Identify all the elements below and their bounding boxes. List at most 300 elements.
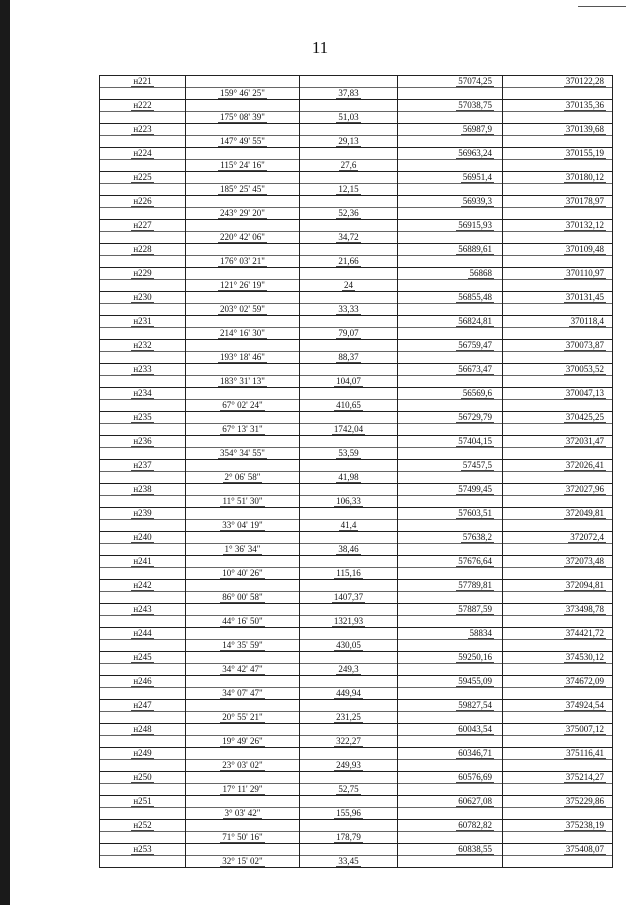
y-coordinate-cell	[503, 400, 613, 412]
y-coordinate-cell	[503, 268, 613, 280]
y-coordinate: 374924,54	[565, 699, 604, 710]
x-coordinate-cell	[398, 124, 503, 136]
y-coordinate-cell	[503, 844, 613, 856]
point-name-cell	[100, 232, 186, 244]
direction-angle-cell	[186, 112, 300, 124]
y-coordinate: 370132,12	[565, 219, 604, 230]
point-row	[100, 820, 613, 832]
angle-cell-cell	[186, 76, 300, 88]
x-coordinate: 57074,25	[458, 75, 492, 86]
direction-angle: 32° 15' 02"	[222, 855, 263, 866]
y-coordinate-cell	[503, 712, 613, 724]
x-coordinate-cell	[398, 796, 503, 808]
y-coordinate-cell	[503, 640, 613, 652]
segment-row	[100, 808, 613, 820]
direction-angle: 19° 49' 26"	[222, 735, 263, 746]
point-name: н223	[133, 123, 152, 134]
direction-angle: 214° 16' 30"	[220, 327, 265, 338]
point-name-cell	[100, 724, 186, 736]
point-name-cell	[100, 340, 186, 352]
direction-angle: 183° 31' 13"	[220, 375, 265, 386]
point-row	[100, 220, 613, 232]
segment-length: 12,15	[338, 183, 359, 194]
point-name-cell	[100, 652, 186, 664]
direction-angle: 176° 03' 21"	[220, 255, 265, 266]
y-coordinate-cell	[503, 736, 613, 748]
direction-angle-cell	[186, 544, 300, 556]
angle-cell-cell	[186, 388, 300, 400]
segment-length-cell	[300, 568, 398, 580]
x-coordinate-cell	[398, 772, 503, 784]
point-row	[100, 196, 613, 208]
y-coordinate-cell	[503, 244, 613, 256]
x-coordinate-cell	[398, 328, 503, 340]
distance-cell-cell	[300, 652, 398, 664]
point-row	[100, 580, 613, 592]
segment-length-cell	[300, 616, 398, 628]
x-coordinate: 57638,2	[462, 531, 492, 542]
direction-angle: 86° 00' 58"	[222, 591, 263, 602]
x-coordinate-cell	[398, 424, 503, 436]
segment-length-cell	[300, 376, 398, 388]
direction-angle: 193° 18' 46"	[220, 351, 265, 362]
y-coordinate-cell	[503, 220, 613, 232]
x-coordinate-cell	[398, 616, 503, 628]
distance-cell-cell	[300, 388, 398, 400]
direction-angle-cell	[186, 832, 300, 844]
segment-row	[100, 640, 613, 652]
x-coordinate: 56939,3	[462, 195, 492, 206]
point-row	[100, 412, 613, 424]
segment-row	[100, 232, 613, 244]
x-coordinate-cell	[398, 208, 503, 220]
point-name-cell	[100, 460, 186, 472]
segment-length-cell	[300, 160, 398, 172]
angle-cell-cell	[186, 268, 300, 280]
x-coordinate-cell	[398, 400, 503, 412]
point-name: н235	[133, 411, 152, 422]
segment-row	[100, 568, 613, 580]
point-name: н250	[133, 771, 152, 782]
point-name-cell	[100, 616, 186, 628]
y-coordinate: 375116,41	[566, 747, 604, 758]
point-name-cell	[100, 484, 186, 496]
segment-length: 322,27	[336, 735, 361, 746]
direction-angle: 44° 16' 50"	[222, 615, 263, 626]
point-name-cell	[100, 496, 186, 508]
point-name-cell	[100, 112, 186, 124]
y-coordinate-cell	[503, 364, 613, 376]
direction-angle: 71° 50' 16"	[222, 831, 263, 842]
segment-length: 1742,04	[333, 423, 364, 434]
angle-cell-cell	[186, 652, 300, 664]
segment-row	[100, 664, 613, 676]
distance-cell-cell	[300, 844, 398, 856]
direction-angle: 121° 26' 19"	[220, 279, 265, 290]
point-name: н236	[133, 435, 152, 446]
point-name-cell	[100, 352, 186, 364]
point-name: н228	[133, 243, 152, 254]
segment-length: 1407,37	[333, 591, 364, 602]
point-name: н227	[133, 219, 152, 230]
y-coordinate-cell	[503, 76, 613, 88]
distance-cell-cell	[300, 556, 398, 568]
segment-row	[100, 160, 613, 172]
angle-cell-cell	[186, 220, 300, 232]
x-coordinate-cell	[398, 652, 503, 664]
segment-length: 51,03	[338, 111, 359, 122]
direction-angle: 17° 11' 29"	[222, 783, 263, 794]
y-coordinate-cell	[503, 796, 613, 808]
angle-cell-cell	[186, 724, 300, 736]
direction-angle: 175° 08' 39"	[220, 111, 265, 122]
direction-angle: 3° 03' 42"	[224, 807, 261, 818]
direction-angle-cell	[186, 664, 300, 676]
x-coordinate-cell	[398, 556, 503, 568]
y-coordinate: 372073,48	[565, 555, 604, 566]
point-row	[100, 484, 613, 496]
x-coordinate: 60838,55	[458, 843, 492, 854]
x-coordinate: 57457,5	[462, 459, 492, 470]
y-coordinate: 370110,97	[566, 267, 604, 278]
y-coordinate-cell	[503, 784, 613, 796]
x-coordinate-cell	[398, 700, 503, 712]
point-name-cell	[100, 640, 186, 652]
point-name-cell	[100, 220, 186, 232]
direction-angle: 33° 04' 19"	[222, 519, 263, 530]
point-name-cell	[100, 280, 186, 292]
direction-angle-cell	[186, 400, 300, 412]
x-coordinate: 59827,54	[458, 699, 492, 710]
direction-angle-cell	[186, 352, 300, 364]
segment-length-cell	[300, 472, 398, 484]
x-coordinate: 57038,75	[458, 99, 492, 110]
y-coordinate-cell	[503, 340, 613, 352]
segment-length: 27,6	[340, 159, 357, 170]
direction-angle-cell	[186, 688, 300, 700]
y-coordinate-cell	[503, 604, 613, 616]
angle-cell-cell	[186, 484, 300, 496]
x-coordinate-cell	[398, 496, 503, 508]
segment-length: 231,25	[336, 711, 361, 722]
segment-length: 115,16	[336, 567, 361, 578]
y-coordinate: 370073,87	[565, 339, 604, 350]
distance-cell-cell	[300, 340, 398, 352]
y-coordinate-cell	[503, 688, 613, 700]
segment-row	[100, 184, 613, 196]
direction-angle-cell	[186, 784, 300, 796]
point-name-cell	[100, 184, 186, 196]
point-name-cell	[100, 748, 186, 760]
point-row	[100, 796, 613, 808]
point-row	[100, 364, 613, 376]
y-coordinate-cell	[503, 676, 613, 688]
point-name: н233	[133, 363, 152, 374]
x-coordinate-cell	[398, 784, 503, 796]
y-coordinate: 370139,68	[565, 123, 604, 134]
segment-row	[100, 544, 613, 556]
point-name-cell	[100, 160, 186, 172]
x-coordinate-cell	[398, 148, 503, 160]
x-coordinate-cell	[398, 592, 503, 604]
direction-angle-cell	[186, 424, 300, 436]
point-name-cell	[100, 700, 186, 712]
x-coordinate: 58834	[469, 627, 492, 638]
point-name-cell	[100, 796, 186, 808]
angle-cell-cell	[186, 316, 300, 328]
angle-cell-cell	[186, 508, 300, 520]
direction-angle: 243° 29' 20"	[220, 207, 265, 218]
distance-cell-cell	[300, 484, 398, 496]
segment-length-cell	[300, 280, 398, 292]
segment-length: 88,37	[338, 351, 359, 362]
y-coordinate-cell	[503, 388, 613, 400]
point-name-cell	[100, 88, 186, 100]
distance-cell-cell	[300, 532, 398, 544]
point-row	[100, 388, 613, 400]
point-name-cell	[100, 172, 186, 184]
y-coordinate-cell	[503, 652, 613, 664]
segment-length-cell	[300, 808, 398, 820]
direction-angle: 67° 13' 31"	[222, 423, 263, 434]
direction-angle-cell	[186, 856, 300, 868]
segment-row	[100, 304, 613, 316]
point-name-cell	[100, 376, 186, 388]
point-row	[100, 100, 613, 112]
x-coordinate: 57887,59	[458, 603, 492, 614]
y-coordinate-cell	[503, 748, 613, 760]
distance-cell-cell	[300, 604, 398, 616]
y-coordinate-cell	[503, 88, 613, 100]
segment-length-cell	[300, 328, 398, 340]
segment-length-cell	[300, 496, 398, 508]
x-coordinate-cell	[398, 364, 503, 376]
x-coordinate: 57499,45	[458, 483, 492, 494]
y-coordinate-cell	[503, 316, 613, 328]
angle-cell-cell	[186, 580, 300, 592]
angle-cell-cell	[186, 196, 300, 208]
point-row	[100, 676, 613, 688]
y-coordinate-cell	[503, 616, 613, 628]
x-coordinate-cell	[398, 628, 503, 640]
distance-cell-cell	[300, 700, 398, 712]
angle-cell-cell	[186, 124, 300, 136]
distance-cell-cell	[300, 172, 398, 184]
segment-row	[100, 424, 613, 436]
segment-row	[100, 112, 613, 124]
x-coordinate-cell	[398, 664, 503, 676]
point-name-cell	[100, 784, 186, 796]
segment-row	[100, 280, 613, 292]
angle-cell-cell	[186, 244, 300, 256]
y-coordinate-cell	[503, 292, 613, 304]
y-coordinate-cell	[503, 568, 613, 580]
y-coordinate-cell	[503, 196, 613, 208]
x-coordinate-cell	[398, 736, 503, 748]
point-name-cell	[100, 544, 186, 556]
x-coordinate: 56824,81	[458, 315, 492, 326]
y-coordinate-cell	[503, 424, 613, 436]
y-coordinate-cell	[503, 772, 613, 784]
segment-row	[100, 400, 613, 412]
x-coordinate-cell	[398, 712, 503, 724]
point-name-cell	[100, 292, 186, 304]
point-name: н253	[133, 843, 152, 854]
y-coordinate-cell	[503, 376, 613, 388]
x-coordinate: 56855,48	[458, 291, 492, 302]
segment-length: 53,59	[338, 447, 359, 458]
x-coordinate: 60346,71	[458, 747, 492, 758]
point-name-cell	[100, 136, 186, 148]
segment-length-cell	[300, 256, 398, 268]
x-coordinate-cell	[398, 688, 503, 700]
y-coordinate: 372027,96	[565, 483, 604, 494]
y-coordinate-cell	[503, 100, 613, 112]
point-name: н245	[133, 651, 152, 662]
direction-angle-cell	[186, 592, 300, 604]
direction-angle-cell	[186, 448, 300, 460]
segment-row	[100, 520, 613, 532]
y-coordinate-cell	[503, 832, 613, 844]
x-coordinate-cell	[398, 304, 503, 316]
segment-row	[100, 208, 613, 220]
point-name-cell	[100, 772, 186, 784]
segment-length: 410,65	[336, 399, 361, 410]
x-coordinate-cell	[398, 112, 503, 124]
x-coordinate: 57789,81	[458, 579, 492, 590]
point-row	[100, 124, 613, 136]
direction-angle-cell	[186, 496, 300, 508]
point-name-cell	[100, 268, 186, 280]
point-name: н238	[133, 483, 152, 494]
x-coordinate-cell	[398, 280, 503, 292]
x-coordinate: 60043,54	[458, 723, 492, 734]
segment-length: 38,46	[338, 543, 359, 554]
point-row	[100, 700, 613, 712]
point-name-cell	[100, 832, 186, 844]
y-coordinate-cell	[503, 148, 613, 160]
angle-cell-cell	[186, 460, 300, 472]
x-coordinate: 59455,09	[458, 675, 492, 686]
point-name: н251	[133, 795, 152, 806]
y-coordinate-cell	[503, 472, 613, 484]
point-name-cell	[100, 580, 186, 592]
point-name-cell	[100, 412, 186, 424]
segment-row	[100, 496, 613, 508]
segment-length: 37,83	[338, 87, 359, 98]
direction-angle: 354° 34' 55"	[220, 447, 265, 458]
top-rule	[578, 6, 626, 7]
x-coordinate-cell	[398, 436, 503, 448]
direction-angle: 10° 40' 26"	[222, 567, 263, 578]
angle-cell-cell	[186, 532, 300, 544]
direction-angle: 34° 42' 47"	[222, 663, 263, 674]
segment-row	[100, 736, 613, 748]
point-name: н241	[133, 555, 152, 566]
direction-angle-cell	[186, 376, 300, 388]
distance-cell-cell	[300, 124, 398, 136]
point-name: н237	[133, 459, 152, 470]
y-coordinate-cell	[503, 580, 613, 592]
segment-length: 106,33	[336, 495, 361, 506]
point-name-cell	[100, 244, 186, 256]
point-name-cell	[100, 208, 186, 220]
x-coordinate-cell	[398, 808, 503, 820]
x-coordinate-cell	[398, 520, 503, 532]
y-coordinate: 370135,36	[565, 99, 604, 110]
y-coordinate: 370109,48	[565, 243, 604, 254]
direction-angle: 185° 25' 45"	[220, 183, 265, 194]
segment-length: 79,07	[338, 327, 359, 338]
direction-angle-cell	[186, 760, 300, 772]
direction-angle-cell	[186, 256, 300, 268]
y-coordinate: 375408,07	[565, 843, 604, 854]
direction-angle: 14° 35' 59"	[222, 639, 263, 650]
point-name-cell	[100, 256, 186, 268]
y-coordinate: 375238,19	[565, 819, 604, 830]
x-coordinate-cell	[398, 472, 503, 484]
x-coordinate-cell	[398, 76, 503, 88]
x-coordinate: 60576,69	[458, 771, 492, 782]
y-coordinate-cell	[503, 820, 613, 832]
x-coordinate-cell	[398, 748, 503, 760]
y-coordinate-cell	[503, 328, 613, 340]
point-name-cell	[100, 712, 186, 724]
direction-angle-cell	[186, 736, 300, 748]
distance-cell-cell	[300, 772, 398, 784]
point-name: н252	[133, 819, 152, 830]
segment-row	[100, 784, 613, 796]
y-coordinate: 370178,97	[565, 195, 604, 206]
segment-row	[100, 856, 613, 868]
direction-angle-cell	[186, 328, 300, 340]
direction-angle-cell	[186, 568, 300, 580]
x-coordinate: 56673,47	[458, 363, 492, 374]
angle-cell-cell	[186, 148, 300, 160]
segment-length-cell	[300, 184, 398, 196]
point-name: н226	[133, 195, 152, 206]
y-coordinate: 370155,19	[565, 147, 604, 158]
direction-angle: 115° 24' 16"	[220, 159, 265, 170]
segment-length: 52,75	[338, 783, 359, 794]
distance-cell-cell	[300, 292, 398, 304]
y-coordinate: 370425,25	[565, 411, 604, 422]
y-coordinate-cell	[503, 172, 613, 184]
x-coordinate-cell	[398, 532, 503, 544]
x-coordinate-cell	[398, 88, 503, 100]
x-coordinate: 56729,79	[458, 411, 492, 422]
y-coordinate: 374530,12	[565, 651, 604, 662]
x-coordinate-cell	[398, 580, 503, 592]
segment-length: 1321,93	[333, 615, 364, 626]
x-coordinate-cell	[398, 292, 503, 304]
point-name-cell	[100, 316, 186, 328]
segment-row	[100, 832, 613, 844]
segment-row	[100, 448, 613, 460]
point-name-cell	[100, 304, 186, 316]
segment-length-cell	[300, 136, 398, 148]
point-name-cell	[100, 436, 186, 448]
point-name-cell	[100, 424, 186, 436]
direction-angle: 2° 06' 58"	[224, 471, 261, 482]
segment-length-cell	[300, 664, 398, 676]
angle-cell-cell	[186, 604, 300, 616]
y-coordinate-cell	[503, 136, 613, 148]
segment-row	[100, 592, 613, 604]
segment-length: 249,93	[336, 759, 361, 770]
direction-angle: 159° 46' 25"	[220, 87, 265, 98]
direction-angle-cell	[186, 160, 300, 172]
